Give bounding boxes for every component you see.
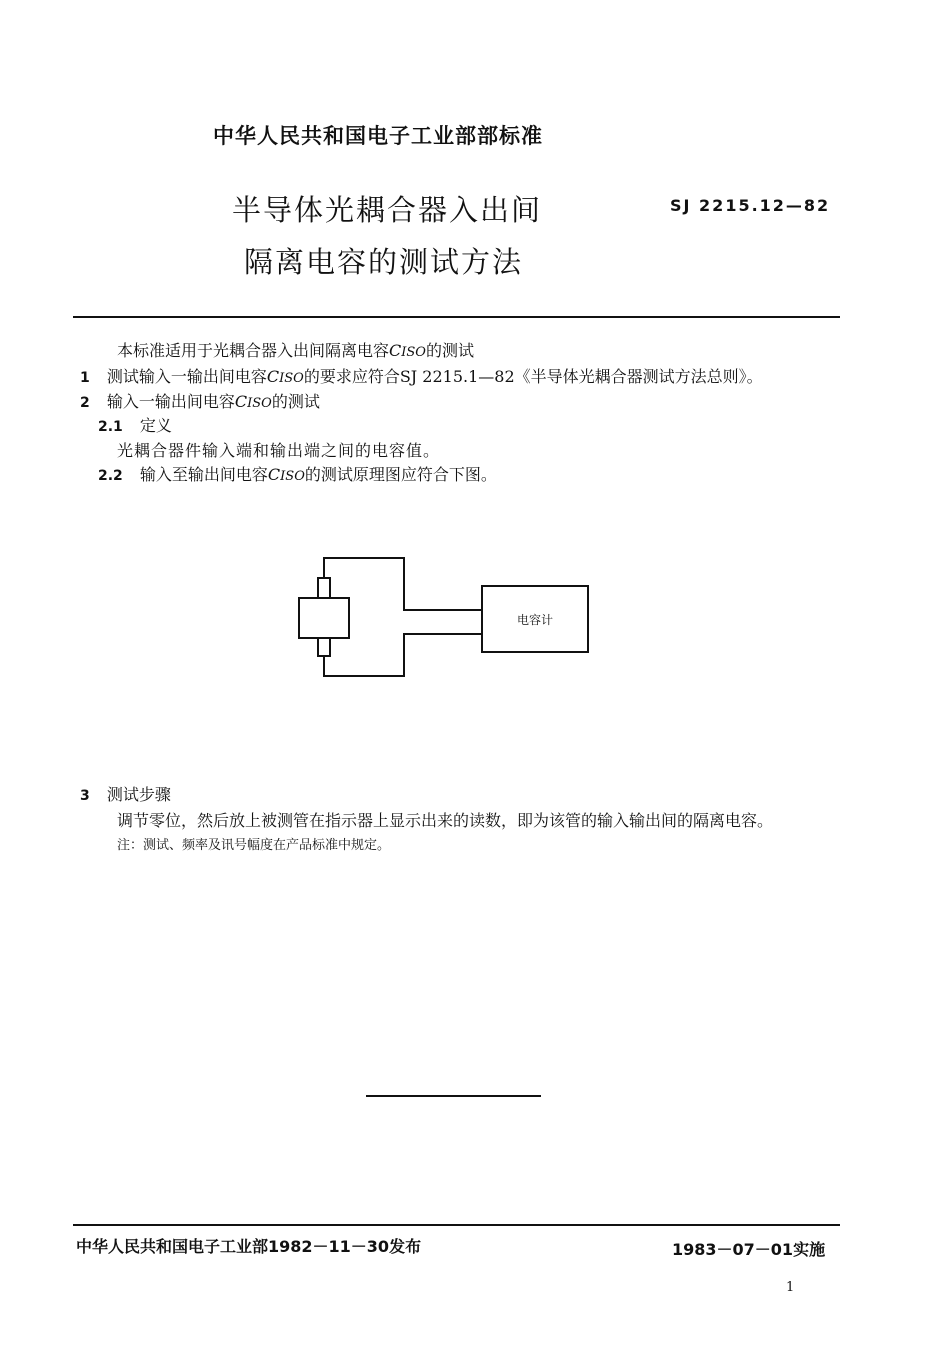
standard-number: SJ 2215.12—82 [670,196,831,215]
upper-lead [318,578,330,598]
symbol-c: C [234,392,248,411]
item-2-text-after: 的测试 [271,392,320,411]
item-1-text-after: 的要求应符合SJ 2215.1—82《半导体光耦合器测试方法总则》。 [303,367,763,386]
header-rule [73,316,840,318]
device-under-test [299,598,349,638]
item-2-number: 2 [80,395,90,411]
symbol-sub: ISO [401,345,426,360]
item-2-1 [98,413,172,436]
item-2-2-text-before: 输入至输出间电容 [139,465,268,484]
item-2-2 [98,462,497,485]
item-3-note: 注：测试、频率及讯号幅度在产品标准中规定。 [117,838,391,853]
item-3-heading: 测试步骤 [106,785,171,804]
item-3-number: 3 [80,788,90,804]
item-2-2-text-after: 的测试原理图应符合下图。 [304,465,497,484]
capacitance-meter-label: 电容计 [516,613,554,627]
item-3-text: 调节零位，然后放上被测管在指示器上显示出来的读数，即为该管的输入输出间的隔离电容。 [117,811,774,830]
item-2-text-before: 输入一输出间电容 [106,392,235,411]
item-1-text-before: 测试输入一输出间电容 [106,367,267,386]
end-rule [366,1095,541,1097]
intro-suffix: 的测试 [425,341,474,360]
item-2 [80,389,320,412]
symbol-sub: ISO [247,396,272,411]
issue-date: 中华人民共和国电子工业部1982－11－30发布 [76,1237,422,1256]
symbol-c: C [389,341,402,360]
effective-date: 1983－07－01实施 [672,1240,826,1259]
symbol-c: C [266,367,280,386]
symbol-sub: ISO [280,469,305,484]
lower-lead [318,638,330,656]
item-1 [80,364,763,387]
symbol-sub: ISO [279,371,304,386]
footer-rule [73,1224,840,1226]
item-2-1-number: 2.1 [98,419,123,435]
title-line-2: 隔离电容的测试方法 [244,245,524,279]
item-2-1-definition: 光耦合器件输入端和输出端之间的电容值。 [117,441,441,460]
symbol-c: C [267,465,281,484]
item-3 [80,782,171,805]
test-circuit-diagram [290,548,600,688]
upper-wire [324,558,482,610]
page-number: 1 [786,1280,795,1295]
lower-wire [324,634,482,676]
title-line-1: 半导体光耦合器入出间 [232,193,543,227]
intro-paragraph [117,338,474,361]
item-1-number: 1 [80,370,90,386]
item-2-1-heading: 定义 [139,416,172,435]
item-2-2-number: 2.2 [98,468,123,484]
intro-text: 本标准适用于光耦合器入出间隔离电容 [117,341,390,360]
issuer: 中华人民共和国电子工业部部标准 [213,124,543,148]
